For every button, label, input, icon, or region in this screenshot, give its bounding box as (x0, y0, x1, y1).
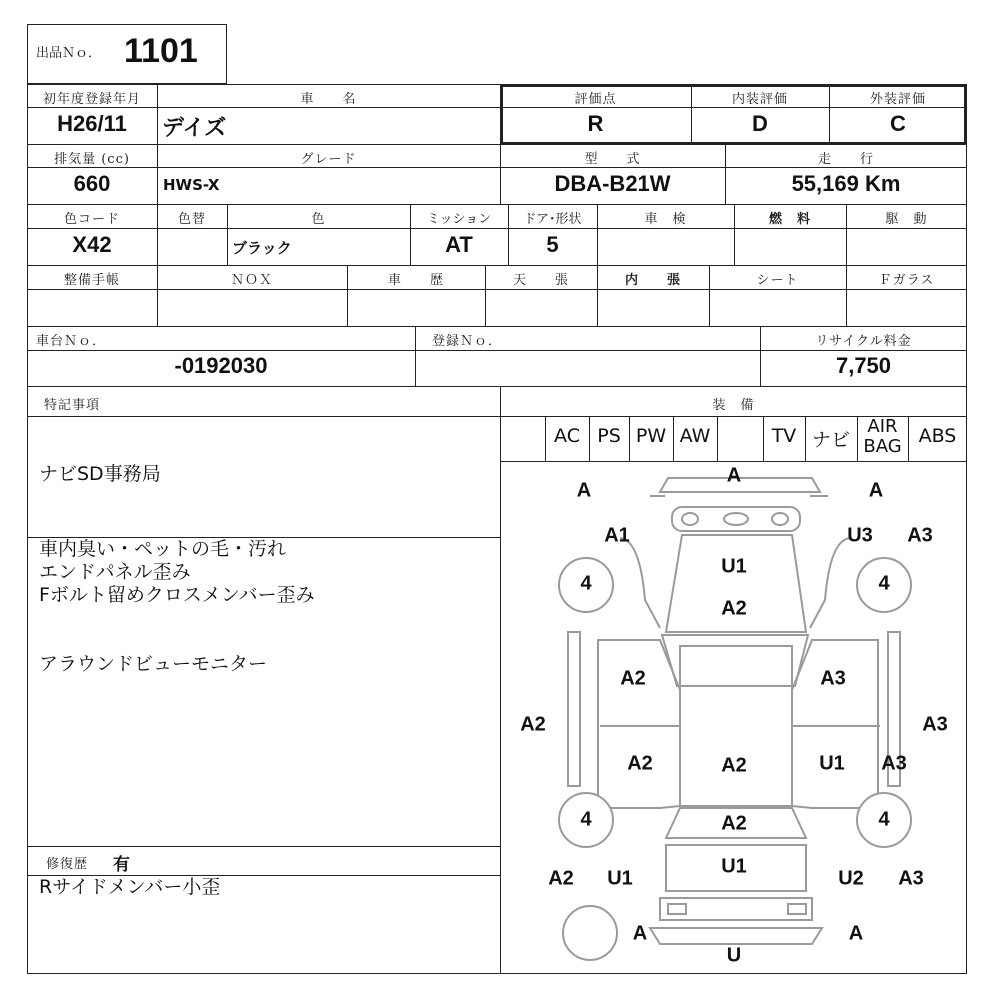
car-damage-diagram (500, 461, 967, 974)
first-registration-label: 初年度登録年月 (42, 92, 141, 107)
score-value: R (587, 111, 604, 136)
damage-mark: A (868, 479, 884, 502)
equip-pw: PW (635, 425, 667, 447)
damage-mark: 4 (878, 808, 890, 831)
mileage-value: 55,169 Km (791, 171, 901, 196)
mission-value: AT (445, 232, 473, 257)
color-value: ブラック (232, 239, 292, 257)
registration-label: 登録Ｎｏ． (432, 334, 503, 349)
chassis-value: -0192030 (174, 353, 268, 378)
lot-number-label: 出品Ｎｏ． (36, 46, 102, 61)
chassis-label: 車台Ｎｏ． (36, 334, 107, 349)
damage-mark: A3 (881, 752, 907, 775)
remark-line-5: アラウンドビューモニター (39, 653, 268, 675)
equip-navi: ナビ (811, 429, 850, 451)
damage-mark: A2 (721, 597, 747, 620)
equip-ps: PS (597, 425, 621, 447)
damage-mark: A2 (548, 867, 574, 890)
damage-mark: U1 (721, 555, 747, 578)
damage-mark: A3 (898, 867, 924, 890)
drive-label: 駆 動 (885, 212, 928, 227)
maintenance-book-label: 整備手帳 (63, 273, 120, 288)
damage-mark: 4 (580, 808, 592, 831)
equip-airbag: AIR BAG (863, 416, 902, 457)
door-value: 5 (546, 232, 559, 257)
recycle-value: 7,750 (835, 353, 892, 378)
lot-number: 1101 (124, 32, 198, 70)
remark-line-1: ナビSD事務局 (39, 463, 161, 485)
damage-mark: A (576, 479, 592, 502)
remarks-label: 特記事項 (44, 398, 101, 413)
damage-mark: U2 (838, 867, 864, 890)
damage-mark: U1 (607, 867, 633, 890)
damage-mark: A2 (721, 812, 747, 835)
remark-line-3: エンドパネル歪み (39, 561, 191, 583)
damage-mark: 4 (878, 572, 890, 595)
repair-history-label: 修復歴 (46, 857, 89, 872)
damage-mark: U1 (819, 752, 845, 775)
damage-mark: A3 (907, 524, 933, 547)
damage-mark: A2 (620, 667, 646, 690)
damage-mark: A2 (721, 754, 747, 777)
equip-abs: ABS (918, 425, 957, 447)
door-label: ドア･形状 (523, 212, 582, 227)
damage-mark: 4 (580, 572, 592, 595)
damage-mark: A (726, 464, 742, 487)
color-label: 色 (311, 212, 326, 227)
model-label: 型 式 (584, 152, 641, 167)
color-code-label: 色コード (63, 212, 120, 227)
repaint-label: 色替 (177, 212, 206, 227)
damage-mark: A2 (627, 752, 653, 775)
repair-line: Rサイドメンバー小歪 (39, 876, 221, 898)
damage-mark: U3 (847, 524, 873, 547)
first-registration-value: H26/11 (57, 111, 127, 136)
equip-ac: AC (554, 425, 580, 447)
seat-label: シート (756, 273, 799, 288)
score-label: 評価点 (574, 92, 617, 107)
model-value: DBA-B21W (554, 171, 671, 196)
displacement-value: 660 (73, 171, 111, 196)
recycle-label: リサイクル料金 (815, 334, 912, 349)
damage-mark: A3 (820, 667, 846, 690)
inspection-label: 車 検 (644, 212, 687, 227)
mileage-label: 走 行 (817, 152, 874, 167)
equipment-label: 装 備 (712, 398, 755, 413)
interior-trim-label: 内 張 (624, 273, 681, 288)
remark-line-2: 車内臭い・ペットの毛・汚れ (39, 538, 287, 560)
damage-mark: A3 (922, 713, 948, 736)
ceiling-label: 天 張 (512, 273, 569, 288)
fuel-label: 燃 料 (768, 212, 811, 227)
remark-line-4: Fボルト留めクロスメンバー歪み (39, 584, 315, 606)
equip-aw: AW (679, 425, 711, 447)
damage-mark: A1 (604, 524, 630, 547)
damage-mark: U1 (721, 855, 747, 878)
exterior-value: C (890, 111, 906, 136)
interior-label: 内装評価 (731, 92, 788, 107)
nox-label: ＮＯＸ (230, 273, 273, 288)
damage-mark: A2 (520, 713, 546, 736)
front-glass-label: Ｆガラス (878, 273, 935, 288)
grade-label: グレード (300, 152, 357, 167)
car-name-label: 車 名 (300, 92, 357, 107)
displacement-label: 排気量 (cc) (54, 152, 130, 167)
damage-mark: U (726, 944, 742, 967)
damage-mark: A (848, 922, 864, 945)
mission-label: ミッション (426, 212, 492, 227)
equip-tv: TV (771, 425, 797, 447)
exterior-label: 外装評価 (869, 92, 926, 107)
repair-history-value: 有 (113, 855, 130, 875)
grade-value: HWS-X (163, 176, 220, 194)
damage-mark: A (632, 922, 648, 945)
interior-value: D (752, 111, 768, 136)
color-code-value: X42 (72, 232, 112, 257)
car-name-value: デイズ (162, 116, 227, 141)
history-label: 車 歴 (387, 273, 444, 288)
